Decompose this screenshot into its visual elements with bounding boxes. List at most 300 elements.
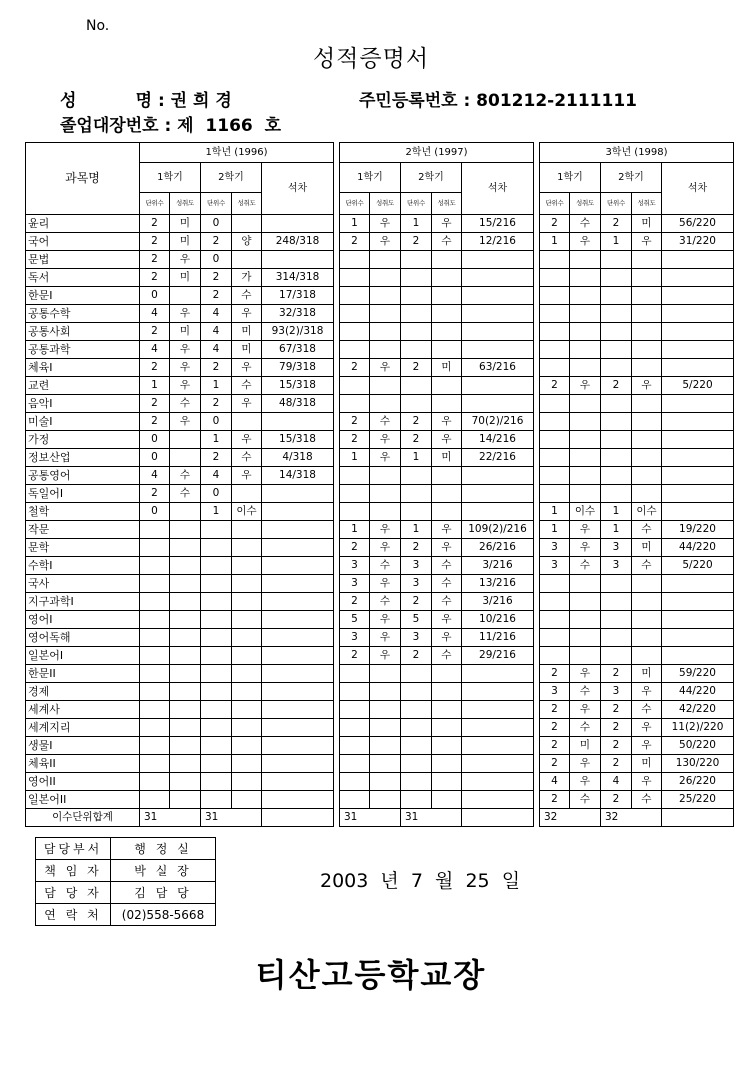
grade-cell <box>170 683 201 701</box>
grade-cell <box>570 341 601 359</box>
grade-header: 성취도 <box>432 193 462 215</box>
grade-cell <box>432 773 462 791</box>
grade-cell <box>340 485 370 503</box>
grade-cell <box>262 413 334 431</box>
grade-cell <box>232 647 262 665</box>
year3-header: 3학년 (1998) <box>540 143 734 163</box>
staff-label: 연 락 처 <box>36 904 111 926</box>
grade-cell: 4/318 <box>262 449 334 467</box>
grade-cell: 수 <box>632 791 662 809</box>
units-header: 단위수 <box>540 193 570 215</box>
grade-cell <box>201 791 232 809</box>
grade-cell: 2 <box>540 737 570 755</box>
grade-cell <box>232 701 262 719</box>
table-row <box>26 287 734 305</box>
grade-cell: 2 <box>201 287 232 305</box>
subject-name: 정보산업 <box>26 449 140 467</box>
grade-cell: 3 <box>340 629 370 647</box>
grade-cell: 미 <box>170 233 201 251</box>
grade-cell: 이수 <box>632 503 662 521</box>
grade-cell <box>462 737 534 755</box>
grade-cell <box>570 485 601 503</box>
grade-cell <box>370 305 401 323</box>
grade-cell <box>262 647 334 665</box>
grade-cell: 이수 <box>570 503 601 521</box>
grade-cell <box>232 629 262 647</box>
grade-header: 성취도 <box>232 193 262 215</box>
subject-name: 영어II <box>26 773 140 791</box>
grade-cell: 2 <box>201 449 232 467</box>
grade-cell <box>232 665 262 683</box>
grade-cell <box>140 773 170 791</box>
subject-name: 공통수학 <box>26 305 140 323</box>
grade-cell <box>632 395 662 413</box>
grade-cell <box>662 575 734 593</box>
grade-cell: 3 <box>401 557 432 575</box>
grade-cell: 우 <box>370 431 401 449</box>
grade-cell <box>170 629 201 647</box>
grade-cell: 1 <box>340 449 370 467</box>
table-row <box>26 377 734 395</box>
grade-cell: 2 <box>140 395 170 413</box>
table-row <box>26 323 734 341</box>
grade-cell <box>370 251 401 269</box>
subject-name: 미술I <box>26 413 140 431</box>
grade-cell: 2 <box>140 215 170 233</box>
grade-cell <box>262 701 334 719</box>
grade-cell <box>432 467 462 485</box>
grade-cell: 수 <box>370 593 401 611</box>
totals-row <box>26 809 734 827</box>
grade-cell <box>140 737 170 755</box>
grade-cell <box>340 269 370 287</box>
grade-cell: 1 <box>401 521 432 539</box>
grade-cell <box>570 413 601 431</box>
grade-cell <box>632 287 662 305</box>
grade-cell <box>601 449 632 467</box>
grade-cell <box>601 251 632 269</box>
grade-cell: 314/318 <box>262 269 334 287</box>
grade-cell <box>232 683 262 701</box>
grade-cell <box>540 629 570 647</box>
total-units-cell: 31 <box>401 809 462 827</box>
grade-cell <box>462 485 534 503</box>
grade-cell: 2 <box>340 647 370 665</box>
grade-cell: 가 <box>232 269 262 287</box>
grade-cell: 우 <box>432 431 462 449</box>
subject-name: 한문I <box>26 287 140 305</box>
grade-cell <box>340 467 370 485</box>
grade-cell <box>401 341 432 359</box>
grade-cell: 수 <box>432 557 462 575</box>
grade-cell <box>540 359 570 377</box>
grade-cell <box>632 647 662 665</box>
grade-cell <box>340 791 370 809</box>
subject-name: 교련 <box>26 377 140 395</box>
table-row <box>26 413 734 431</box>
grade-cell <box>632 575 662 593</box>
grade-cell <box>340 287 370 305</box>
grade-cell: 2 <box>601 665 632 683</box>
grade-cell: 25/220 <box>662 791 734 809</box>
grade-cell <box>540 593 570 611</box>
subject-name: 음악I <box>26 395 140 413</box>
grade-cell <box>340 251 370 269</box>
subject-name: 독일어I <box>26 485 140 503</box>
grade-cell: 2 <box>601 755 632 773</box>
grade-cell <box>140 557 170 575</box>
grade-cell <box>601 431 632 449</box>
grade-cell: 2 <box>201 269 232 287</box>
grade-cell <box>662 359 734 377</box>
grade-cell <box>170 503 201 521</box>
grade-cell: 4 <box>201 341 232 359</box>
grade-cell <box>401 485 432 503</box>
grade-cell <box>401 737 432 755</box>
grade-cell: 1 <box>601 233 632 251</box>
grade-cell <box>570 287 601 305</box>
grade-cell: 우 <box>370 539 401 557</box>
grade-cell <box>201 629 232 647</box>
grade-cell <box>201 773 232 791</box>
table-row <box>26 215 734 233</box>
grade-cell <box>201 557 232 575</box>
grade-cell <box>632 251 662 269</box>
table-row <box>26 395 734 413</box>
staff-value: 행 정 실 <box>111 838 216 860</box>
total-units-cell: 31 <box>140 809 201 827</box>
subject-name: 국어 <box>26 233 140 251</box>
grade-cell <box>401 503 432 521</box>
grade-cell <box>201 683 232 701</box>
subject-name: 윤리 <box>26 215 140 233</box>
grade-cell <box>662 341 734 359</box>
grade-cell: 3 <box>601 557 632 575</box>
grade-cell <box>262 737 334 755</box>
grade-cell <box>170 449 201 467</box>
grade-cell <box>570 305 601 323</box>
grade-cell <box>432 323 462 341</box>
grade-cell: 2 <box>340 539 370 557</box>
grade-cell: 2 <box>340 359 370 377</box>
total-units-cell: 32 <box>540 809 601 827</box>
grade-cell <box>370 737 401 755</box>
grade-cell: 67/318 <box>262 341 334 359</box>
grade-cell: 12/216 <box>462 233 534 251</box>
grade-cell: 3 <box>540 539 570 557</box>
total-units-cell <box>262 809 334 827</box>
grade-cell <box>170 575 201 593</box>
grade-cell: 2 <box>401 413 432 431</box>
grade-cell <box>340 701 370 719</box>
grade-cell <box>201 647 232 665</box>
grade-cell: 3 <box>540 683 570 701</box>
grade-cell: 1 <box>401 449 432 467</box>
table-row <box>26 233 734 251</box>
grade-cell <box>540 251 570 269</box>
subject-name: 문학 <box>26 539 140 557</box>
grade-cell: 1 <box>401 215 432 233</box>
grade-cell: 미 <box>232 323 262 341</box>
grade-cell: 1 <box>340 521 370 539</box>
grade-cell <box>262 773 334 791</box>
grade-cell <box>632 611 662 629</box>
grade-cell <box>662 323 734 341</box>
grade-cell: 우 <box>570 701 601 719</box>
grade-cell: 우 <box>432 611 462 629</box>
grade-cell: 130/220 <box>662 755 734 773</box>
table-row <box>26 485 734 503</box>
grade-cell <box>540 575 570 593</box>
grade-cell <box>262 557 334 575</box>
grade-cell: 우 <box>632 773 662 791</box>
grade-cell <box>401 755 432 773</box>
grade-cell <box>662 269 734 287</box>
grade-cell <box>432 683 462 701</box>
grade-cell <box>570 251 601 269</box>
grade-cell: 수 <box>232 449 262 467</box>
grade-cell <box>662 287 734 305</box>
grade-cell: 2 <box>601 701 632 719</box>
grade-cell: 우 <box>370 215 401 233</box>
grade-cell <box>232 611 262 629</box>
grade-cell: 15/216 <box>462 215 534 233</box>
grade-cell <box>340 503 370 521</box>
grade-cell: 10/216 <box>462 611 534 629</box>
grade-cell: 우 <box>170 251 201 269</box>
grade-cell <box>432 305 462 323</box>
grade-cell <box>662 467 734 485</box>
grade-cell: 수 <box>432 233 462 251</box>
grade-cell: 미 <box>632 755 662 773</box>
grade-cell <box>262 683 334 701</box>
grade-cell <box>201 701 232 719</box>
year1-header: 1학년 (1996) <box>140 143 334 163</box>
grade-cell <box>632 341 662 359</box>
grade-cell: 1 <box>540 233 570 251</box>
grade-cell <box>632 431 662 449</box>
grade-cell <box>401 377 432 395</box>
grade-cell <box>462 323 534 341</box>
graduation-number-line <box>60 111 281 136</box>
grade-cell: 수 <box>432 647 462 665</box>
table-row <box>26 665 734 683</box>
grade-cell <box>462 395 534 413</box>
grade-cell <box>140 575 170 593</box>
table-row <box>26 467 734 485</box>
grade-cell <box>462 701 534 719</box>
grade-cell <box>601 395 632 413</box>
grade-cell <box>462 791 534 809</box>
table-row <box>26 449 734 467</box>
grade-cell: 2 <box>140 251 170 269</box>
grade-cell <box>570 647 601 665</box>
grade-cell <box>570 467 601 485</box>
grade-cell <box>170 611 201 629</box>
grade-cell <box>262 485 334 503</box>
grade-cell <box>262 539 334 557</box>
grade-cell <box>170 791 201 809</box>
grade-cell <box>201 611 232 629</box>
page-title: 성적증명서 <box>312 46 430 72</box>
grade-cell <box>432 737 462 755</box>
grade-cell <box>201 575 232 593</box>
grade-cell <box>170 557 201 575</box>
grade-cell <box>432 503 462 521</box>
grade-cell <box>462 665 534 683</box>
grade-cell <box>140 629 170 647</box>
grade-cell: 수 <box>232 377 262 395</box>
grade-cell: 19/220 <box>662 521 734 539</box>
table-row <box>26 611 734 629</box>
grade-cell <box>601 269 632 287</box>
grade-cell <box>632 359 662 377</box>
grade-cell <box>662 503 734 521</box>
grade-cell: 1 <box>540 521 570 539</box>
grade-cell <box>601 485 632 503</box>
grade-cell: 우 <box>632 683 662 701</box>
table-row <box>26 719 734 737</box>
grade-cell: 우 <box>570 665 601 683</box>
grade-cell <box>232 719 262 737</box>
grade-cell: 우 <box>232 305 262 323</box>
grade-cell <box>432 701 462 719</box>
grade-cell <box>401 791 432 809</box>
grade-cell <box>662 431 734 449</box>
table-row <box>26 269 734 287</box>
grade-cell: 22/216 <box>462 449 534 467</box>
grade-cell: 4 <box>140 467 170 485</box>
grade-cell <box>232 593 262 611</box>
subject-name: 일본어II <box>26 791 140 809</box>
year2-header: 2학년 (1997) <box>340 143 534 163</box>
grade-cell: 수 <box>632 521 662 539</box>
semester2-header: 2학기 <box>401 163 462 193</box>
grade-cell: 4 <box>140 305 170 323</box>
grade-cell <box>401 701 432 719</box>
grade-cell <box>540 485 570 503</box>
grade-cell <box>232 485 262 503</box>
grade-cell: 11/216 <box>462 629 534 647</box>
grade-cell <box>140 521 170 539</box>
grade-cell <box>462 251 534 269</box>
grade-cell <box>432 269 462 287</box>
grade-cell: 44/220 <box>662 683 734 701</box>
grade-cell <box>462 719 534 737</box>
table-row <box>26 539 734 557</box>
grade-header: 성취도 <box>570 193 601 215</box>
grade-cell: 15/318 <box>262 377 334 395</box>
grade-cell: 2 <box>340 233 370 251</box>
grade-cell <box>662 593 734 611</box>
grade-cell: 수 <box>570 215 601 233</box>
student-name-line <box>60 86 232 111</box>
subject-name: 공통과학 <box>26 341 140 359</box>
grade-cell <box>170 701 201 719</box>
grade-cell <box>632 323 662 341</box>
grade-cell <box>340 377 370 395</box>
grade-cell <box>570 593 601 611</box>
graduation-number-label: 졸업대장번호 : <box>60 116 178 136</box>
grade-cell: 2 <box>201 359 232 377</box>
grade-cell: 5 <box>401 611 432 629</box>
grade-cell: 우 <box>170 377 201 395</box>
grade-cell: 수 <box>432 575 462 593</box>
grade-cell: 수 <box>170 485 201 503</box>
grade-cell: 우 <box>170 413 201 431</box>
table-row <box>26 593 734 611</box>
table-row <box>26 701 734 719</box>
grade-cell: 2 <box>540 377 570 395</box>
grade-cell: 우 <box>632 737 662 755</box>
grade-cell: 2 <box>340 593 370 611</box>
grade-cell: 수 <box>570 719 601 737</box>
grade-cell <box>232 737 262 755</box>
grade-cell <box>140 719 170 737</box>
grade-cell <box>262 755 334 773</box>
grade-cell <box>232 791 262 809</box>
grade-cell <box>140 665 170 683</box>
subject-name: 지구과학I <box>26 593 140 611</box>
table-row <box>26 791 734 809</box>
grade-cell <box>170 647 201 665</box>
grade-cell <box>540 431 570 449</box>
grade-cell: 2 <box>601 215 632 233</box>
grade-cell: 3 <box>601 683 632 701</box>
grade-cell: 11(2)/220 <box>662 719 734 737</box>
grade-cell: 우 <box>570 773 601 791</box>
grade-cell <box>540 341 570 359</box>
grade-cell: 2 <box>540 665 570 683</box>
grade-cell <box>432 377 462 395</box>
grade-cell <box>570 431 601 449</box>
grade-cell <box>601 341 632 359</box>
table-row <box>26 557 734 575</box>
table-row <box>26 575 734 593</box>
grade-cell <box>632 413 662 431</box>
grade-cell: 248/318 <box>262 233 334 251</box>
grade-cell: 우 <box>370 449 401 467</box>
subject-name: 경제 <box>26 683 140 701</box>
grade-cell: 4 <box>540 773 570 791</box>
grade-cell: 우 <box>370 647 401 665</box>
subject-name: 세계사 <box>26 701 140 719</box>
table-row <box>26 755 734 773</box>
grade-cell: 수 <box>632 557 662 575</box>
grade-cell <box>570 611 601 629</box>
name-value: 권 희 경 <box>170 91 232 111</box>
subject-name: 세계지리 <box>26 719 140 737</box>
subject-name: 일본어I <box>26 647 140 665</box>
table-row <box>26 305 734 323</box>
grade-cell <box>262 611 334 629</box>
grade-cell <box>340 755 370 773</box>
grade-cell <box>570 629 601 647</box>
grade-cell <box>570 575 601 593</box>
grade-cell: 2 <box>401 647 432 665</box>
grade-cell <box>540 323 570 341</box>
grade-cell <box>401 305 432 323</box>
grade-cell <box>662 449 734 467</box>
grade-cell <box>370 467 401 485</box>
grade-cell <box>662 629 734 647</box>
grade-cell <box>462 467 534 485</box>
grade-cell <box>370 773 401 791</box>
grade-cell <box>140 539 170 557</box>
grade-cell: 우 <box>432 521 462 539</box>
semester1-header: 1학기 <box>540 163 601 193</box>
grade-cell: 2 <box>601 791 632 809</box>
